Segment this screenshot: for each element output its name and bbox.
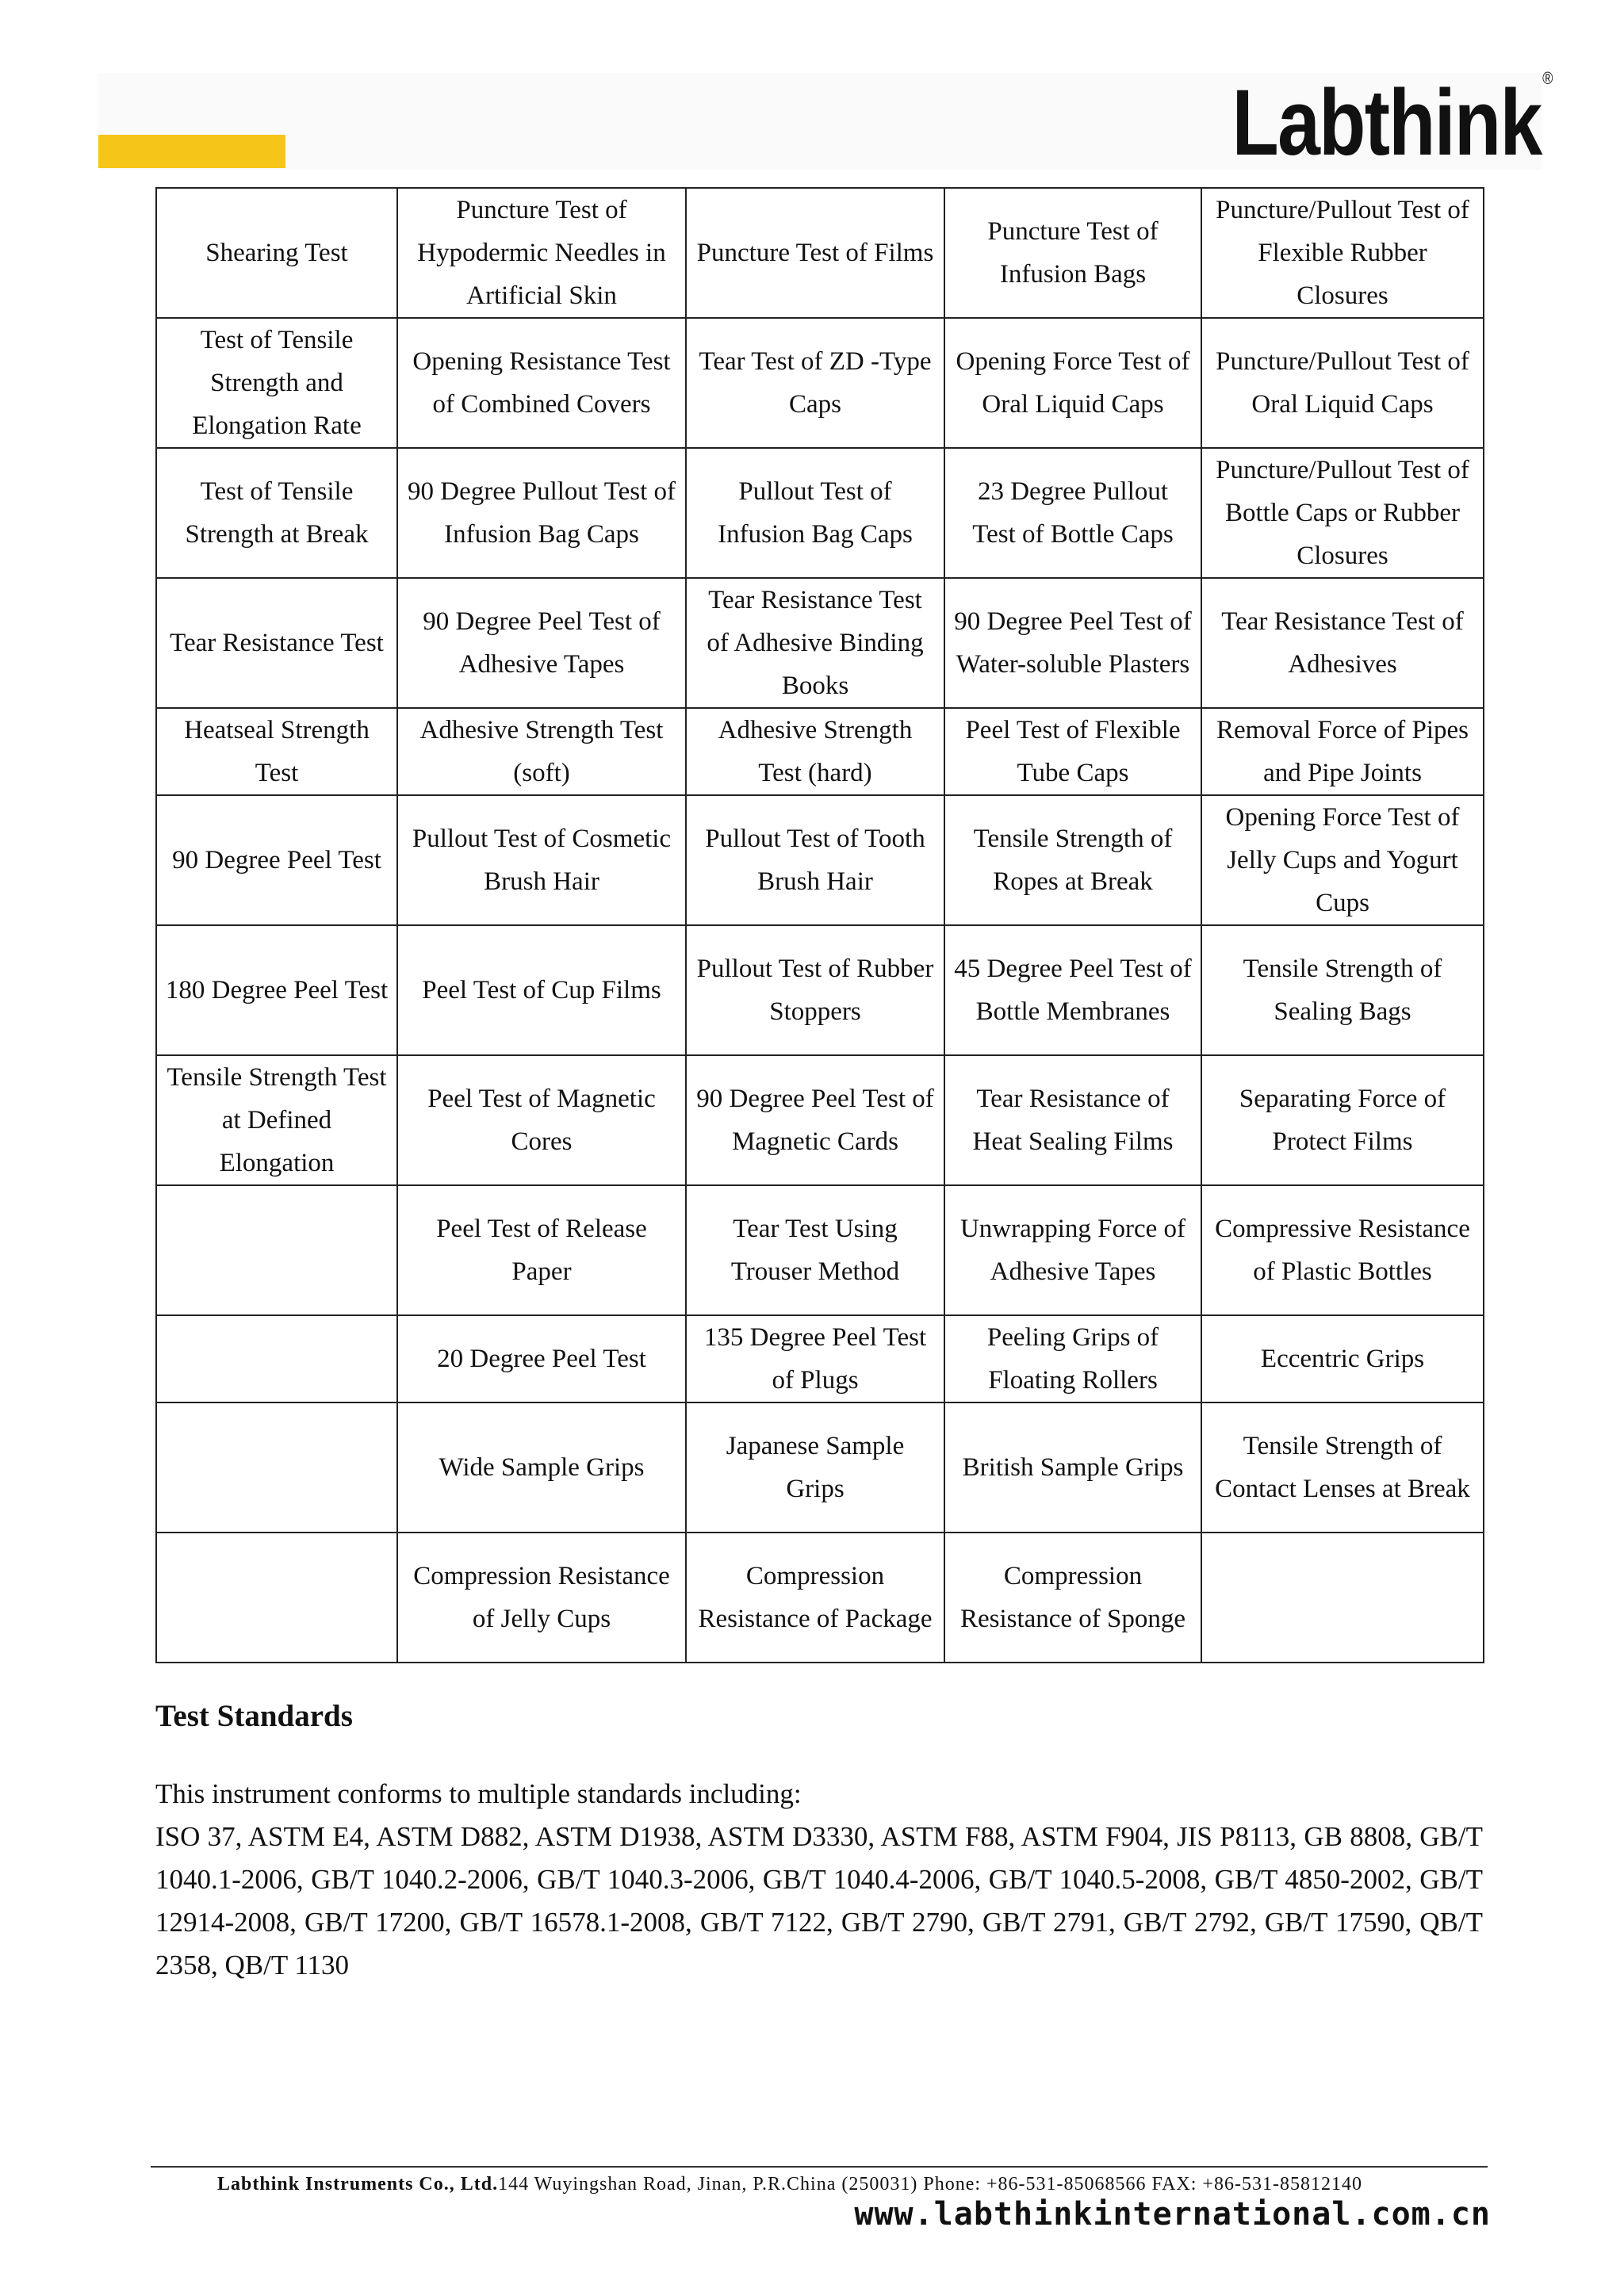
footer-contact xyxy=(217,2174,1486,2195)
table-cell: Tear Resistance of Heat Sealing Films xyxy=(944,1055,1201,1185)
table-row xyxy=(156,578,1484,708)
table-cell: Compression Resistance of Package xyxy=(686,1533,944,1663)
standards-list: ISO 37, ASTM E4, ASTM D882, ASTM D1938, ASTM D3330, ASTM F88, ASTM F904, JIS P8113, GB 8808, GB/T 1040.1-2006, GB/T 1040.2-2006, GB/T 1040.3-2006, GB/T 1040.4-2006, GB/T 1040.5-2008, GB/T 4850-2002, GB/T 12914-2008, GB/T 17200, GB/T 16578.1-2008, GB/T 7122, GB/T 2790, GB/T 2791, GB/T 2792, GB/T 17590, QB/T 2358, QB/T 1130 xyxy=(155,1821,1483,1980)
table-cell: Heatseal Strength Test xyxy=(156,708,397,795)
footer-divider xyxy=(151,2166,1488,2168)
standards-intro: This instrument conforms to multiple standards including: xyxy=(155,1778,802,1809)
logo-text: Labthink xyxy=(1231,71,1542,175)
table-cell: Opening Force Test of Oral Liquid Caps xyxy=(944,318,1201,448)
table-row xyxy=(156,318,1484,448)
table-cell: Peel Test of Cup Films xyxy=(397,925,686,1055)
footer-website: www.labthinkinternational.com.cn xyxy=(854,2196,1491,2233)
table-cell: Peel Test of Flexible Tube Caps xyxy=(944,708,1201,795)
table-cell: 90 Degree Peel Test of Water-soluble Plasters xyxy=(944,578,1201,708)
table-cell: Compression Resistance of Jelly Cups xyxy=(397,1533,686,1663)
table-row xyxy=(156,448,1484,578)
table-cell: Test of Tensile Strength and Elongation Rate xyxy=(156,318,397,448)
table-cell: Puncture/Pullout Test of Oral Liquid Caps xyxy=(1201,318,1484,448)
table-cell: Pullout Test of Cosmetic Brush Hair xyxy=(397,795,686,925)
table-cell: Opening Force Test of Jelly Cups and Yogurt Cups xyxy=(1201,795,1484,925)
table-cell: Pullout Test of Infusion Bag Caps xyxy=(686,448,944,578)
table-row xyxy=(156,1315,1484,1402)
table-cell: Adhesive Strength Test (hard) xyxy=(686,708,944,795)
table-cell: Tear Resistance Test of Adhesive Binding Books xyxy=(686,578,944,708)
table-cell: Tear Test Using Trouser Method xyxy=(686,1185,944,1315)
table-cell: British Sample Grips xyxy=(944,1402,1201,1533)
table-cell: Wide Sample Grips xyxy=(397,1402,686,1533)
table-row xyxy=(156,1402,1484,1533)
table-cell: Puncture Test of Films xyxy=(686,188,944,318)
table-cell xyxy=(156,1533,397,1663)
table-cell: 90 Degree Peel Test of Adhesive Tapes xyxy=(397,578,686,708)
table-cell: Separating Force of Protect Films xyxy=(1201,1055,1484,1185)
table-cell: Tensile Strength of Contact Lenses at Break xyxy=(1201,1402,1484,1533)
table-cell xyxy=(156,1315,397,1402)
footer-company: Labthink Instruments Co., Ltd. xyxy=(217,2174,499,2195)
table-cell: Eccentric Grips xyxy=(1201,1315,1484,1402)
table-row xyxy=(156,1533,1484,1663)
table-cell: Puncture Test of Infusion Bags xyxy=(944,188,1201,318)
table-cell: 45 Degree Peel Test of Bottle Membranes xyxy=(944,925,1201,1055)
table-row xyxy=(156,188,1484,318)
table-cell: 23 Degree Pullout Test of Bottle Caps xyxy=(944,448,1201,578)
table-cell: Puncture/Pullout Test of Bottle Caps or Rubber Closures xyxy=(1201,448,1484,578)
table-cell: Tensile Strength of Sealing Bags xyxy=(1201,925,1484,1055)
table-cell: 20 Degree Peel Test xyxy=(397,1315,686,1402)
table-cell: 90 Degree Peel Test xyxy=(156,795,397,925)
table-cell: Peeling Grips of Floating Rollers xyxy=(944,1315,1201,1402)
table-cell: Compression Resistance of Sponge xyxy=(944,1533,1201,1663)
table-cell: Pullout Test of Tooth Brush Hair xyxy=(686,795,944,925)
table-cell: 90 Degree Peel Test of Magnetic Cards xyxy=(686,1055,944,1185)
test-applications-table xyxy=(155,187,1484,1663)
table-row xyxy=(156,925,1484,1055)
table-cell: 135 Degree Peel Test of Plugs xyxy=(686,1315,944,1402)
table-cell xyxy=(1201,1533,1484,1663)
company-logo xyxy=(1231,68,1553,175)
table-cell: Japanese Sample Grips xyxy=(686,1402,944,1533)
table-row xyxy=(156,795,1484,925)
table-cell xyxy=(156,1402,397,1533)
footer-address: 144 Wuyingshan Road, Jinan, P.R.China (250031) Phone: +86-531-85068566 FAX: +86-531-85812140 xyxy=(498,2174,1362,2195)
table-cell: Shearing Test xyxy=(156,188,397,318)
table-row xyxy=(156,1185,1484,1315)
table-cell: Tear Resistance Test of Adhesives xyxy=(1201,578,1484,708)
table-row xyxy=(156,708,1484,795)
table-cell xyxy=(156,1185,397,1315)
table-cell: Tear Resistance Test xyxy=(156,578,397,708)
table-cell: Compressive Resistance of Plastic Bottles xyxy=(1201,1185,1484,1315)
table-cell: Peel Test of Release Paper xyxy=(397,1185,686,1315)
table-cell: Tensile Strength Test at Defined Elongation xyxy=(156,1055,397,1185)
table-row xyxy=(156,1055,1484,1185)
table-cell: 180 Degree Peel Test xyxy=(156,925,397,1055)
table-cell: Adhesive Strength Test (soft) xyxy=(397,708,686,795)
table-cell: Test of Tensile Strength at Break xyxy=(156,448,397,578)
section-title: Test Standards xyxy=(155,1699,353,1733)
table-cell: 90 Degree Pullout Test of Infusion Bag Caps xyxy=(397,448,686,578)
table-cell: Tensile Strength of Ropes at Break xyxy=(944,795,1201,925)
table-cell: Peel Test of Magnetic Cores xyxy=(397,1055,686,1185)
table-cell: Opening Resistance Test of Combined Covers xyxy=(397,318,686,448)
table-cell: Puncture Test of Hypodermic Needles in Artificial Skin xyxy=(397,188,686,318)
registered-mark: ® xyxy=(1542,68,1553,88)
table-cell: Tear Test of ZD -Type Caps xyxy=(686,318,944,448)
table-cell: Unwrapping Force of Adhesive Tapes xyxy=(944,1185,1201,1315)
table-cell: Puncture/Pullout Test of Flexible Rubber Closures xyxy=(1201,188,1484,318)
table-cell: Pullout Test of Rubber Stoppers xyxy=(686,925,944,1055)
table-cell: Removal Force of Pipes and Pipe Joints xyxy=(1201,708,1484,795)
accent-bar xyxy=(98,135,285,168)
